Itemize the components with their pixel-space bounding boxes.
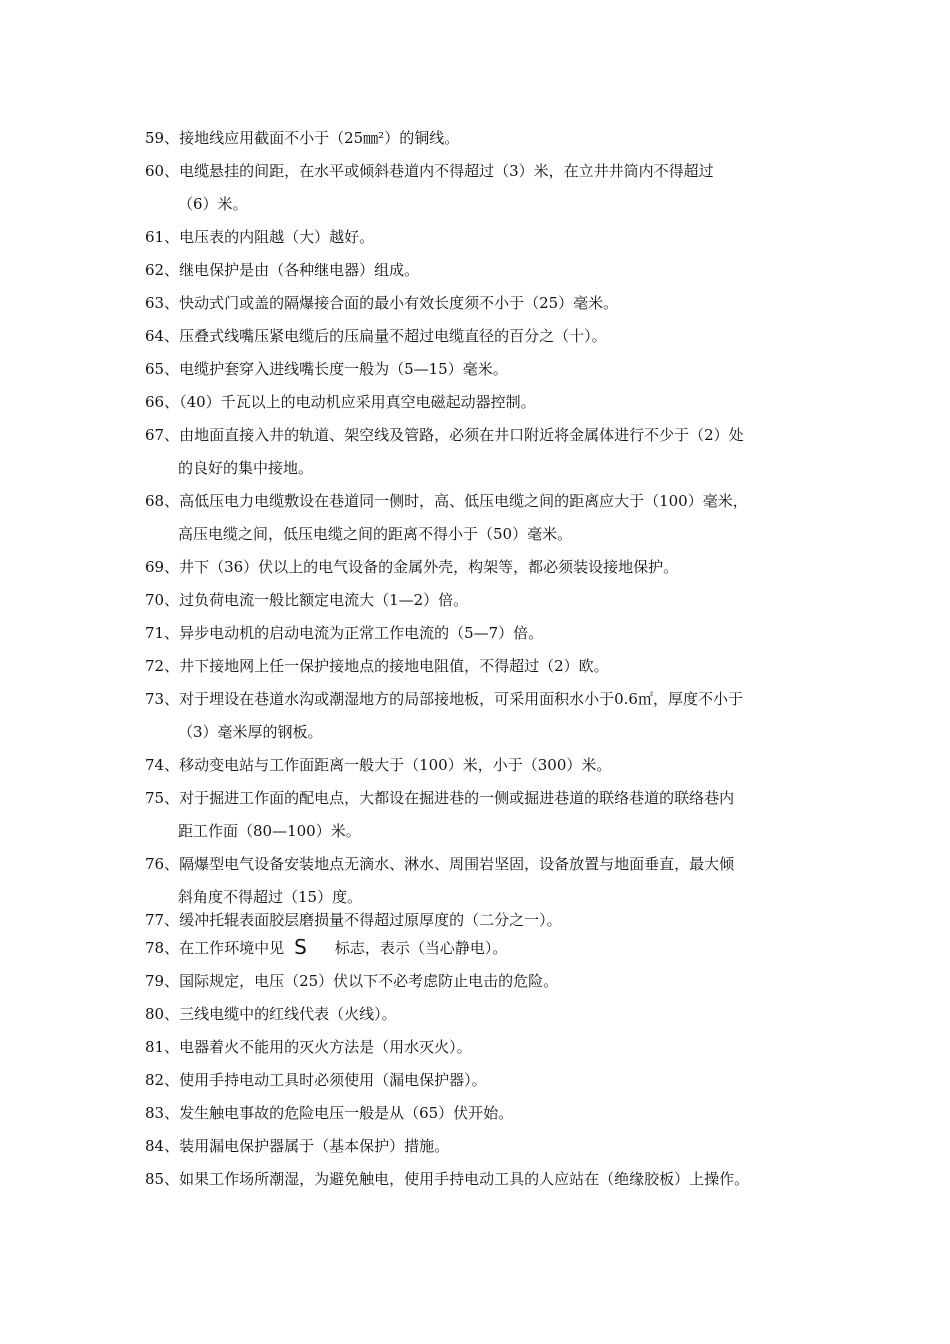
item-text: 高低压电力电缆敷设在巷道同一侧时，高、低压电缆之间的距离应大于（100）毫米， bbox=[179, 492, 748, 510]
item-number: 84、 bbox=[145, 1137, 180, 1155]
list-item bbox=[145, 931, 815, 964]
list-item bbox=[145, 749, 815, 782]
list-item bbox=[145, 584, 815, 617]
item-number: 79、 bbox=[145, 972, 180, 990]
list-item bbox=[145, 551, 815, 584]
item-number: 65、 bbox=[145, 360, 180, 378]
item-line bbox=[145, 650, 815, 683]
item-line bbox=[145, 155, 815, 188]
list-item bbox=[145, 1097, 815, 1130]
list-item bbox=[145, 782, 815, 848]
item-text: （40）千瓦以上的电动机应采用真空电磁起动器控制。 bbox=[179, 393, 536, 411]
item-line bbox=[145, 998, 815, 1031]
item-number: 76、 bbox=[145, 855, 180, 873]
list-item bbox=[145, 965, 815, 998]
item-line bbox=[145, 254, 815, 287]
item-text: 国际规定，电压（25）伏以下不必考虑防止电击的危险。 bbox=[179, 972, 559, 990]
item-text: 使用手持电动工具时必须使用（漏电保护器）。 bbox=[179, 1071, 487, 1089]
item-text: 异步电动机的启动电流为正常工作电流的（5—7）倍。 bbox=[179, 624, 544, 642]
item-line bbox=[145, 1064, 815, 1097]
list-item bbox=[145, 617, 815, 650]
item-number: 73、 bbox=[145, 690, 180, 708]
item-number: 64、 bbox=[145, 327, 180, 345]
item-number: 67、 bbox=[145, 426, 180, 444]
item-number: 78、 bbox=[145, 939, 180, 957]
item-text: 井下（36）伏以上的电气设备的金属外壳，构架等，都必须装设接地保护。 bbox=[179, 558, 679, 576]
item-text: 井下接地网上任一保护接地点的接地电阻值，不得超过（2）欧。 bbox=[179, 657, 609, 675]
item-number: 59、 bbox=[145, 129, 180, 147]
item-text: 继电保护是由（各种继电器）组成。 bbox=[179, 261, 420, 279]
item-number: 80、 bbox=[145, 1005, 180, 1023]
item-continuation-line: 的良好的集中接地。 bbox=[178, 459, 314, 477]
item-number: 83、 bbox=[145, 1104, 180, 1122]
item-line bbox=[145, 320, 815, 353]
list-item bbox=[145, 254, 815, 287]
item-number: 74、 bbox=[145, 756, 180, 774]
list-item bbox=[145, 221, 815, 254]
item-text-pre: 在工作环境中见 bbox=[179, 939, 285, 957]
static-sign-symbol: S bbox=[294, 935, 307, 959]
item-number: 81、 bbox=[145, 1038, 180, 1056]
item-number: 70、 bbox=[145, 591, 180, 609]
item-line bbox=[145, 617, 815, 650]
item-text: 压叠式线嘴压紧电缆后的压扁量不超过电缆直径的百分之（十）。 bbox=[179, 327, 607, 345]
item-text: 移动变电站与工作面距离一般大于（100）米，小于（300）米。 bbox=[179, 756, 612, 774]
item-text: 缓冲托辊表面胶层磨损量不得超过原厚度的（二分之一）。 bbox=[179, 911, 562, 929]
item-line bbox=[145, 419, 815, 452]
item-line bbox=[145, 683, 815, 716]
item-line bbox=[145, 287, 815, 320]
item-number: 77、 bbox=[145, 911, 180, 929]
item-number: 62、 bbox=[145, 261, 180, 279]
item-number: 61、 bbox=[145, 228, 180, 246]
item-text: 三线电缆中的红线代表（火线）。 bbox=[179, 1005, 397, 1023]
item-line bbox=[145, 782, 815, 815]
item-number: 63、 bbox=[145, 294, 180, 312]
item-number: 75、 bbox=[145, 789, 180, 807]
item-text: 装用漏电保护器属于（基本保护）措施。 bbox=[179, 1137, 450, 1155]
list-item bbox=[145, 650, 815, 683]
item-text: 电缆悬挂的间距，在水平或倾斜巷道内不得超过（3）米，在立井井筒内不得超过 bbox=[179, 162, 714, 180]
list-item bbox=[145, 155, 815, 221]
item-line bbox=[145, 1031, 815, 1064]
item-text: 电缆护套穿入进线嘴长度一般为（5—15）毫米。 bbox=[179, 360, 508, 378]
list-item bbox=[145, 998, 815, 1031]
item-number: 72、 bbox=[145, 657, 180, 675]
item-line bbox=[145, 221, 815, 254]
item-line bbox=[145, 551, 815, 584]
item-number: 68、 bbox=[145, 492, 180, 510]
list-item bbox=[145, 386, 815, 419]
item-line bbox=[145, 749, 815, 782]
item-continuation-line: 距工作面（80—100）米。 bbox=[178, 822, 361, 840]
item-line bbox=[145, 1097, 815, 1130]
item-text: 发生触电事故的危险电压一般是从（65）伏开始。 bbox=[179, 1104, 514, 1122]
item-continuation-line: 高压电缆之间，低压电缆之间的距离不得小于（50）毫米。 bbox=[178, 525, 573, 543]
item-number: 60、 bbox=[145, 162, 180, 180]
item-line bbox=[145, 1130, 815, 1163]
item-line bbox=[145, 931, 815, 964]
list-item bbox=[145, 1064, 815, 1097]
item-line bbox=[145, 965, 815, 998]
item-line bbox=[145, 386, 815, 419]
item-text: 如果工作场所潮湿，为避免触电，使用手持电动工具的人应站在（绝缘胶板）上操作。 bbox=[179, 1170, 750, 1188]
item-continuation-line: （3）毫米厚的钢板。 bbox=[178, 723, 323, 741]
item-text: 隔爆型电气设备安装地点无滴水、淋水、周围岩坚固，设备放置与地面垂直，最大倾 bbox=[179, 855, 735, 873]
item-line bbox=[145, 1163, 815, 1196]
list-item bbox=[145, 1163, 815, 1196]
item-text: 电压表的内阻越（大）越好。 bbox=[179, 228, 375, 246]
list-item bbox=[145, 1130, 815, 1163]
item-line bbox=[145, 122, 815, 155]
item-text-post: 标志，表示（当心静电）。 bbox=[334, 939, 508, 957]
item-line bbox=[145, 584, 815, 617]
list-item bbox=[145, 419, 815, 485]
item-continuation-line: （6）米。 bbox=[178, 195, 248, 213]
item-number: 71、 bbox=[145, 624, 180, 642]
item-number: 69、 bbox=[145, 558, 180, 576]
item-text: 对于埋设在巷道水沟或潮湿地方的局部接地板，可采用面积水小于0.6㎡，厚度不小于 bbox=[179, 690, 743, 708]
list-item bbox=[145, 353, 815, 386]
item-number: 66、 bbox=[145, 393, 180, 411]
item-text: 过负荷电流一般比额定电流大（1—2）倍。 bbox=[179, 591, 469, 609]
item-text: 由地面直接入井的轨道、架空线及管路，必须在井口附近将金属体进行不少于（2）处 bbox=[179, 426, 744, 444]
list-item bbox=[145, 485, 815, 551]
item-line bbox=[145, 485, 815, 518]
list-item bbox=[145, 122, 815, 155]
item-line bbox=[145, 353, 815, 386]
item-continuation-line: 斜角度不得超过（15）度。 bbox=[178, 888, 363, 906]
item-number: 85、 bbox=[145, 1170, 180, 1188]
list-item bbox=[145, 320, 815, 353]
item-line bbox=[145, 848, 815, 881]
list-item bbox=[145, 287, 815, 320]
item-text: 快动式门或盖的隔爆接合面的最小有效长度须不小于（25）毫米。 bbox=[179, 294, 619, 312]
list-item bbox=[145, 683, 815, 749]
item-text: 对于掘进工作面的配电点，大都设在掘进巷的一侧或掘进巷道的联络巷道的联络巷内 bbox=[179, 789, 735, 807]
item-text: 接地线应用截面不小于（25㎜²）的铜线。 bbox=[179, 129, 460, 147]
list-item bbox=[145, 1031, 815, 1064]
item-number: 82、 bbox=[145, 1071, 180, 1089]
item-text: 电器着火不能用的灭火方法是（用水灭火）。 bbox=[179, 1038, 472, 1056]
